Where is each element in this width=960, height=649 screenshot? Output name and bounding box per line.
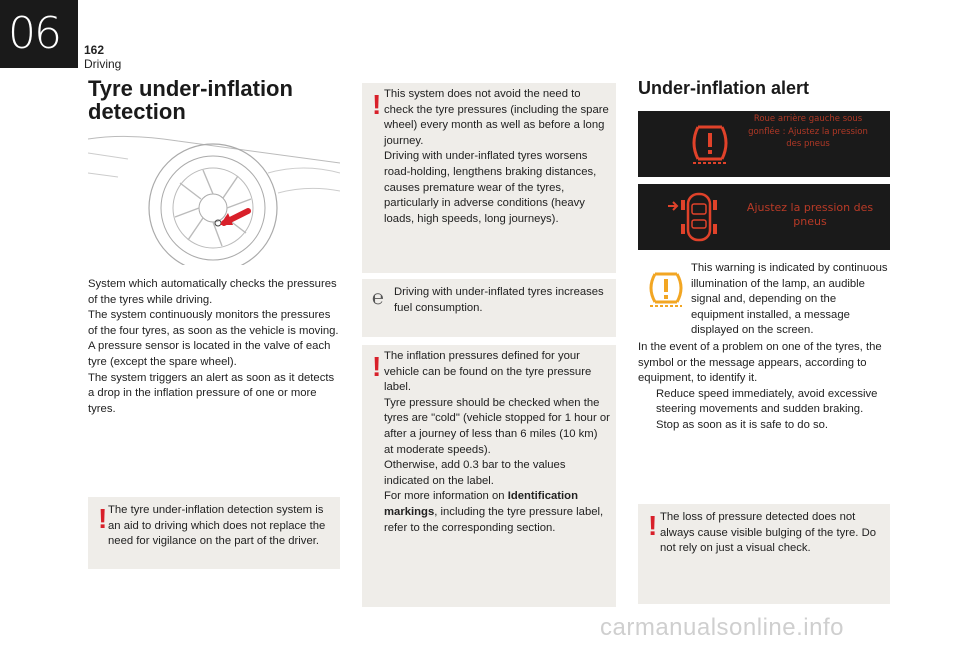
eco-leaf-icon: ℮ xyxy=(372,287,385,309)
paragraph: The system triggers an alert as soon as it detects a drop in the inflation pressure of one or more tyres. xyxy=(88,371,335,415)
list-item: Stop as soon as it is safe to do so. xyxy=(656,418,829,431)
paragraph: System which automatically checks the pressures of the tyres while driving. xyxy=(88,278,337,306)
instrument-display-car-view xyxy=(638,184,890,250)
paragraph: The system continuously monitors the pressures of the four tyres, as soon as the vehicle is moving. xyxy=(88,309,339,337)
tyre-pressure-warning-icon xyxy=(648,268,684,308)
display-message-text: Roue arrière gauche sous gonflée : Ajustez la pression des pneus xyxy=(748,114,868,149)
note-text: This system does not avoid the need to check the tyre pressures (including the spare wheel) every month as well as before a long journey. xyxy=(384,88,609,147)
instrument-display-message xyxy=(638,111,890,177)
note-text: Otherwise, add 0.3 bar to the values indicated on the label. xyxy=(384,459,566,487)
title-line-1: Tyre under-inflation xyxy=(88,76,293,101)
warning-exclamation-icon: ! xyxy=(372,351,382,382)
note-text: Tyre pressure should be checked when the tyres are "cold" (vehicle stopped for 1 hour or after a journey of less than 6 miles (10 km) at moderate speeds). xyxy=(384,396,610,456)
warning-lamp-description: This warning is indicated by continuous illumination of the lamp, an audible signal and, depending on the equipment installed, a message displayed on the screen. xyxy=(691,262,888,337)
paragraph: In the event of a problem on one of the tyres, the symbol or the message appears, according to equipment, to identify it. xyxy=(638,341,882,385)
note-text: The loss of pressure detected does not always cause visible bulging of the tyre. Do not rely on just a visual check. xyxy=(660,511,877,555)
warning-note-inflation-pressures xyxy=(362,345,616,607)
note-text: For more information on Identification markings, including the tyre pressure label, refer to the corresponding section. xyxy=(384,490,604,534)
warning-exclamation-icon: ! xyxy=(372,89,382,120)
tyre-pressure-warning-icon xyxy=(688,121,732,165)
chapter-tab: 06 xyxy=(0,0,78,68)
alert-section-title: Under-inflation alert xyxy=(638,78,810,98)
car-top-view-icon xyxy=(664,188,730,246)
list-item: Reduce speed immediately, avoid excessive steering movements and sudden braking. xyxy=(656,387,878,416)
identification-markings-reference: Identification markings xyxy=(384,490,578,518)
warning-note-vigilance xyxy=(88,497,340,569)
warning-exclamation-icon: ! xyxy=(648,510,658,541)
note-text: Driving with under-inflated tyres worsens road-holding, lengthens braking distances, causes premature wear of the tyres, particularly in adverse conditions (heavy loads, high speeds, long journeys). xyxy=(384,150,597,225)
warning-exclamation-icon: ! xyxy=(98,503,108,534)
display-message-text: Ajustez la pression des pneus xyxy=(746,201,874,228)
tyre-valve-illustration xyxy=(88,133,340,265)
warning-note-check-pressures xyxy=(362,83,616,273)
note-text: The tyre under-inflation detection system is an aid to driving which does not replace the need for vigilance on the part of the driver. xyxy=(108,504,326,548)
section-name: Driving xyxy=(84,57,122,71)
eco-note-fuel xyxy=(362,279,616,337)
page-title xyxy=(88,77,348,123)
alert-instructions xyxy=(638,340,892,434)
title-line-2: detection xyxy=(88,99,186,124)
warning-note-visual-check xyxy=(638,504,890,604)
page-number: 162 xyxy=(84,43,105,57)
note-text: Driving with under-inflated tyres increases fuel consumption. xyxy=(394,286,604,314)
note-text: The inflation pressures defined for your vehicle can be found on the tyre pressure label. xyxy=(384,350,592,394)
watermark: carmanualsonline.info xyxy=(600,614,844,641)
paragraph: A pressure sensor is located in the valve of each tyre (except the spare wheel). xyxy=(88,340,331,368)
system-description xyxy=(88,277,340,417)
